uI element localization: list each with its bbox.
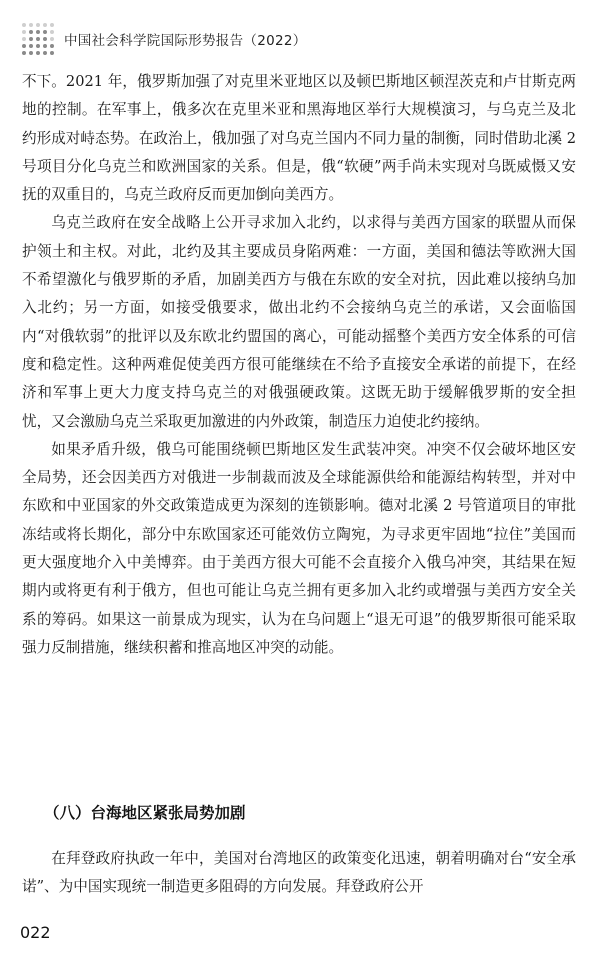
section-paragraph: 在拜登政府执政一年中，美国对台湾地区的政策变化迅速，朝着明确对台“安全承诺”、为中国实现统一制造更多阻碍的方向发展。拜登政府公开 <box>22 850 576 896</box>
section-heading: （八）台海地区紧张局势加剧 <box>44 804 246 822</box>
paragraph-1: 不下。2021 年，俄罗斯加强了对克里米亚地区以及顿巴斯地区顿涅茨克和卢甘斯克两地的控制。在军事上，俄多次在克里米亚和黑海地区举行大规模演习，与乌克兰及北约形成对峙态势。在政治上，俄加强了对乌克兰国内不同力量的制衡，同时借助北溪 2 号项目分化乌克兰和欧洲国家的关系。但是，俄“软硬”两手尚未实现对乌既威慑又安抚的双重目的，乌克兰政府反而更加倒向美西方。 <box>22 73 576 204</box>
running-header-title: 中国社会科学院国际形势报告（2022） <box>64 33 307 49</box>
running-header <box>22 22 307 56</box>
paragraph-3: 如果矛盾升级，俄乌可能围绕顿巴斯地区发生武装冲突。冲突不仅会破坏地区安全局势，还会因美西方对俄进一步制裁而波及全球能源供给和能源结构转型，并对中东欧和中亚国家的外交政策造成更为深刻的连锁影响。德对北溪 2 号管道项目的审批冻结或将长期化，部分中东欧国家还可能效仿立陶宛，为寻求更牢固地“拉住”美国而更大强度地介入中美博弈。由于美西方很大可能不会直接介入俄乌冲突，其结果在短期内或将更有利于俄方，但也可能让乌克兰拥有更多加入北约或增强与美西方安全关系的筹码。如果这一前景成为现实，认为在乌问题上“退无可退”的俄罗斯很可能采取强力反制措施，继续积蓄和推高地区冲突的动能。 <box>22 440 576 656</box>
page-number: 022 <box>20 923 51 942</box>
paragraph-2: 乌克兰政府在安全战略上公开寻求加入北约，以求得与美西方国家的联盟从而保护领土和主权。对此，北约及其主要成员身陷两难：一方面，美国和德法等欧洲大国不希望激化与俄罗斯的矛盾，加剧美西方与俄在东欧的安全对抗，因此难以接纳乌加入北约；另一方面，如接受俄要求，做出北约不会接纳乌克兰的承诺，又会面临国内“对俄软弱”的批评以及东欧北约盟国的离心，可能动摇整个美西方安全体系的可信度和稳定性。这种两难促使美西方很可能继续在不给予直接安全承诺的前提下，在经济和军事上更大力度支持乌克兰的对俄强硬政策。这既无助于缓解俄罗斯的安全担忧，又会激励乌克兰采取更加激进的内外政策，制造压力迫使北约接纳。 <box>22 214 576 430</box>
body-text <box>22 68 576 662</box>
dot-grid-ornament-icon <box>22 23 54 55</box>
section-body <box>22 845 576 902</box>
